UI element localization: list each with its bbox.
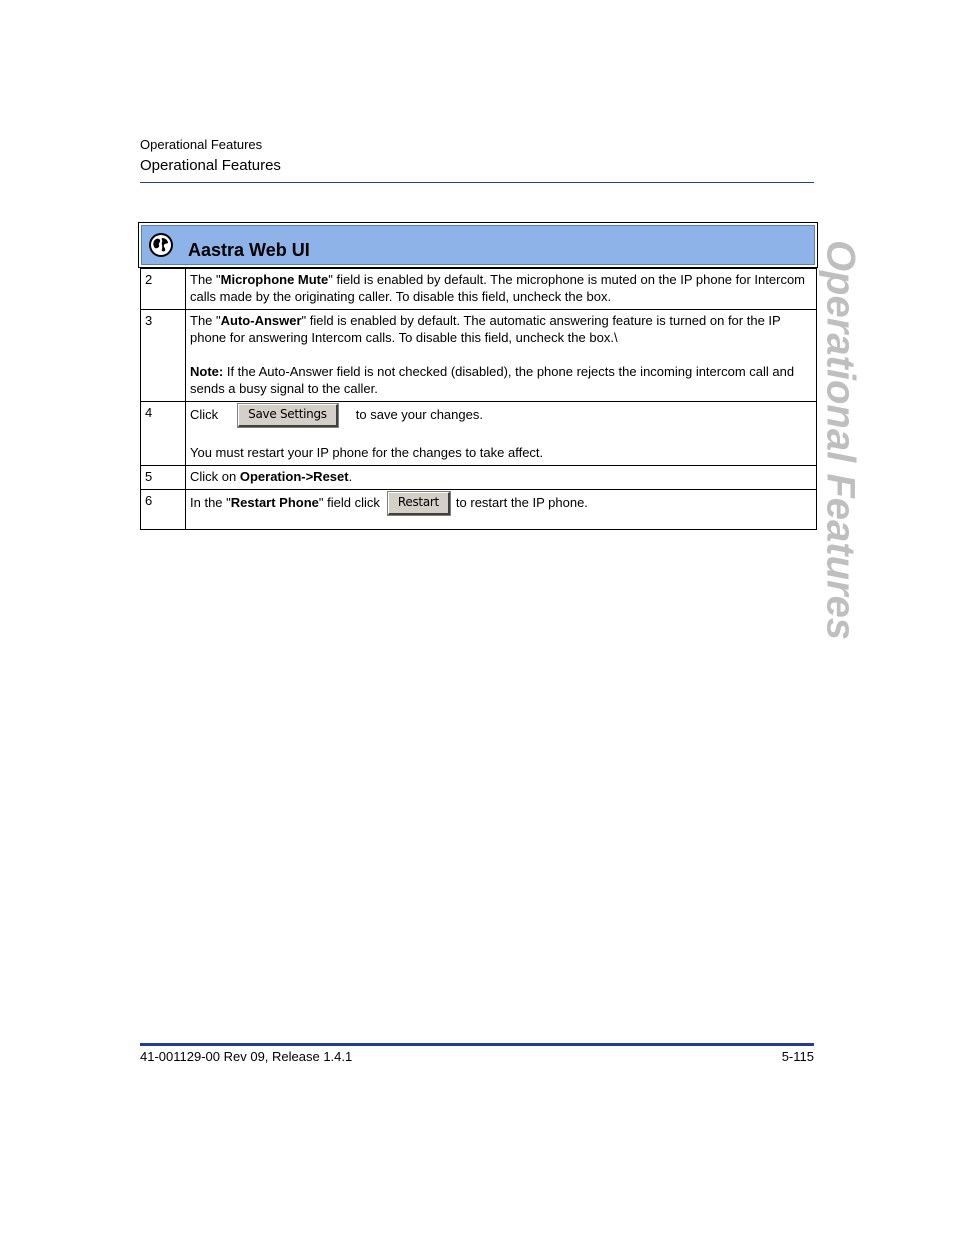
table-row — [141, 466, 817, 490]
menu-path: Operation->Reset — [239, 469, 349, 484]
step-text-part: to save your changes. — [355, 406, 483, 422]
paragraph-gap — [190, 427, 812, 444]
running-header-large: Operational Features — [140, 157, 281, 174]
procedure-table — [140, 268, 817, 530]
field-name: Restart Phone — [230, 494, 319, 510]
table-row — [141, 402, 817, 466]
save-settings-button[interactable]: Save Settings — [238, 404, 338, 427]
field-name: Auto-Answer — [220, 313, 302, 328]
chapter-side-tab-text: Operational Features — [818, 239, 863, 641]
step-text-part: In the " — [190, 494, 231, 510]
globe-icon — [148, 232, 174, 258]
step-number: 6 — [141, 490, 186, 530]
table-row — [141, 310, 817, 402]
paragraph-gap — [190, 346, 812, 363]
table-row — [141, 269, 817, 310]
aastra-web-ui-banner — [138, 222, 818, 268]
step-text — [186, 402, 817, 466]
step-text-part: " field is enabled by default. The automatic answering feature is turned on for the IP phone for answering Intercom calls. To disable this field, uncheck the box.\ — [190, 313, 781, 345]
banner-fill — [141, 225, 815, 265]
step-number: 5 — [141, 466, 186, 490]
step-text-part: . — [348, 469, 353, 484]
running-header-small: Operational Features — [140, 137, 263, 152]
header-rule — [140, 182, 814, 183]
step-number: 4 — [141, 402, 186, 466]
step-text — [186, 466, 817, 490]
footer-rule — [140, 1043, 814, 1046]
field-name: Microphone Mute — [220, 272, 329, 287]
note-label: Note: — [190, 364, 224, 379]
step-text — [186, 310, 817, 402]
note-text: If the Auto-Answer field is not checked (disabled), the phone rejects the incoming intercom call and sends a busy signal to the caller. — [190, 364, 795, 396]
step-number: 2 — [141, 269, 186, 310]
restart-button[interactable]: Restart — [388, 492, 450, 515]
step-text-part: " field click — [318, 494, 380, 510]
step-text-part: The " — [190, 313, 221, 328]
step-text-part: " field is enabled by default. The microphone is muted on the IP phone for Intercom calls made by the originating caller. To disable this field, uncheck the box. — [190, 272, 806, 304]
step-text-part: Click — [190, 406, 219, 422]
banner-title: Aastra Web UI — [188, 240, 310, 260]
step-text — [186, 490, 817, 530]
footer-doc-id: 41-001129-00 Rev 09, Release 1.4.1 — [140, 1049, 353, 1064]
step-text-part: to restart the IP phone. — [455, 494, 588, 510]
footer-page-number: 5-115 — [781, 1049, 814, 1064]
table-row — [141, 490, 817, 530]
step-text-part: Click on — [190, 469, 240, 484]
step-text-part: You must restart your IP phone for the changes to take affect. — [190, 445, 544, 460]
step-number: 3 — [141, 310, 186, 402]
step-text-part: The " — [190, 272, 221, 287]
step-text — [186, 269, 817, 310]
